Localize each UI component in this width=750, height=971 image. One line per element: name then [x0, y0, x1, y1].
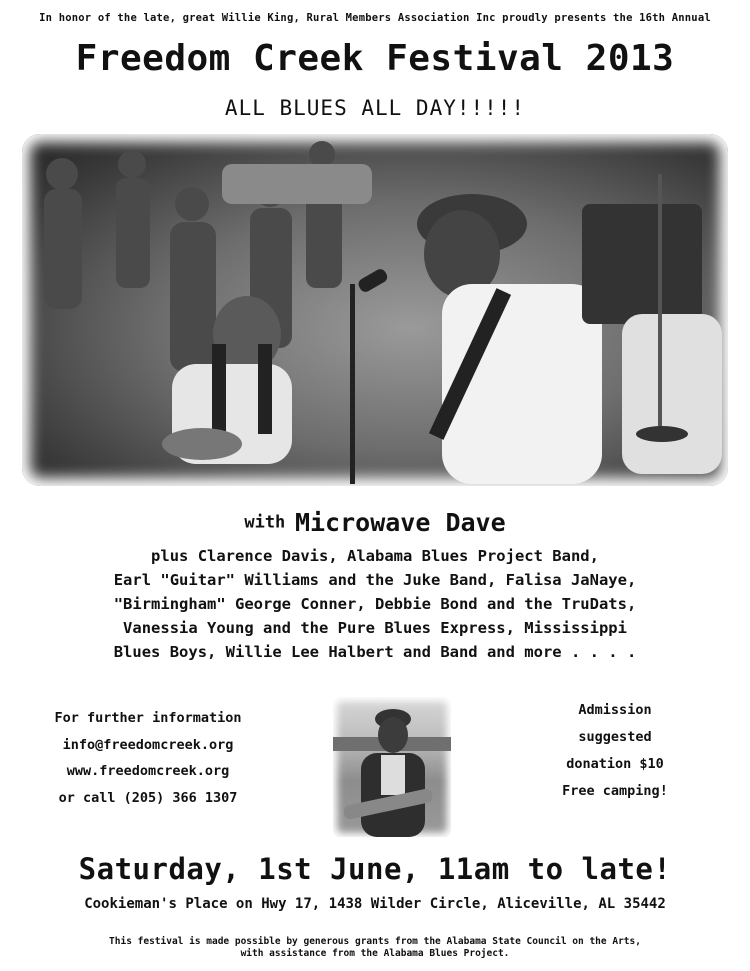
headliner — [0, 508, 750, 537]
lineup-line: Vanessia Young and the Pure Blues Express, Mississippi — [123, 619, 627, 637]
contact-website: www.freedomcreek.org — [66, 763, 230, 779]
headliner-prefix: with — [244, 512, 286, 533]
festival-title: Freedom Creek Festival 2013 — [75, 38, 675, 79]
admission-price: donation $10 — [566, 756, 664, 772]
contact-info — [28, 705, 268, 811]
headliner-name: Microwave Dave — [294, 508, 506, 537]
admission-info — [520, 697, 710, 805]
lineup-line: Earl "Guitar" Williams and the Juke Band, Falisa JaNaye, — [113, 571, 637, 589]
info-heading: For further information — [54, 710, 242, 726]
admission-line: suggested — [578, 729, 652, 745]
event-venue: Cookieman's Place on Hwy 17, 1438 Wilder Circle, Aliceville, AL 35442 — [84, 896, 666, 912]
honor-line: In honor of the late, great Willie King, Rural Members Association Inc proudly presents the 16th Annual — [39, 12, 711, 24]
crowd-performance-photo — [22, 134, 728, 486]
camping-note: Free camping! — [562, 783, 668, 799]
lineup-line: "Birmingham" George Conner, Debbie Bond and the TruDats, — [113, 595, 637, 613]
credits-line: with assistance from the Alabama Blues Project. — [240, 948, 510, 959]
contact-email: info@freedomcreek.org — [62, 736, 234, 753]
lineup-line: plus Clarence Davis, Alabama Blues Project Band, — [151, 547, 599, 565]
credits-line: This festival is made possible by generous grants from the Alabama State Council on the Arts, — [109, 936, 641, 947]
lineup-list — [20, 544, 730, 664]
event-date: Saturday, 1st June, 11am to late! — [78, 852, 672, 886]
lineup-line: Blues Boys, Willie Lee Halbert and Band and more . . . . — [113, 643, 637, 661]
sponsor-credits — [0, 936, 750, 960]
musician-portrait-photo — [333, 697, 451, 837]
contact-phone: or call (205) 366 1307 — [58, 789, 238, 806]
admission-line: Admission — [578, 702, 652, 718]
tagline: ALL BLUES ALL DAY!!!!! — [224, 96, 526, 120]
